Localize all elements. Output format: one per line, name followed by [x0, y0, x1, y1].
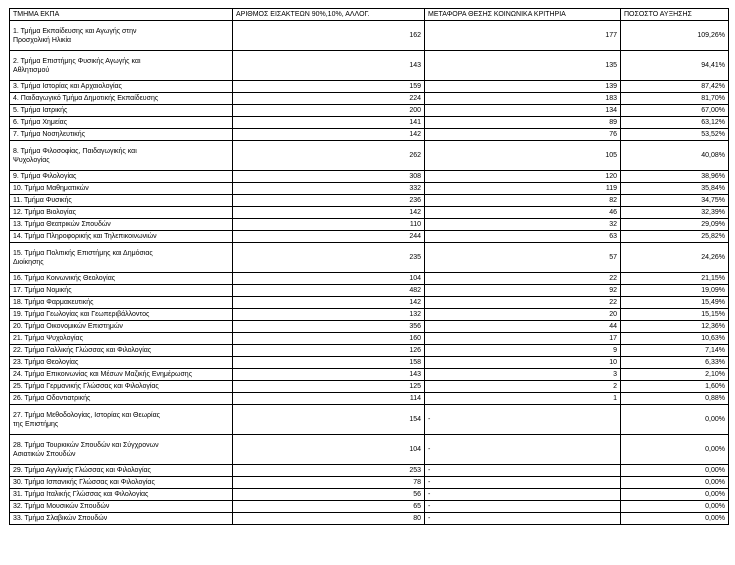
increase-cell[interactable]: 81,70% — [621, 93, 729, 105]
table-row — [10, 465, 729, 477]
department-cell[interactable] — [10, 309, 233, 321]
department-name: 5. Τμήμα Ιατρικής — [13, 107, 68, 114]
admitted-cell[interactable]: 125 — [233, 381, 425, 393]
increase-cell[interactable]: 40,08% — [621, 141, 729, 171]
department-cell[interactable] — [10, 117, 233, 129]
table-row — [10, 321, 729, 333]
admitted-cell[interactable]: 224 — [233, 93, 425, 105]
transfer-cell[interactable]: - — [425, 501, 621, 513]
department-name: 6. Τμήμα Χημείας — [13, 119, 68, 126]
increase-cell[interactable]: 15,49% — [621, 297, 729, 309]
table-row — [10, 219, 729, 231]
increase-cell[interactable]: 29,09% — [621, 219, 729, 231]
table-row — [10, 285, 729, 297]
department-cell[interactable] — [10, 21, 233, 51]
table-row — [10, 273, 729, 285]
admitted-cell[interactable]: 110 — [233, 219, 425, 231]
department-name: 14. Τμήμα Πληροφορικής και Τηλεπικοινωνιών — [13, 233, 157, 240]
department-cell[interactable] — [10, 405, 233, 435]
department-name: 16. Τμήμα Κοινωνικής Θεολογίας — [13, 275, 116, 282]
table-row — [10, 231, 729, 243]
increase-cell[interactable]: 35,84% — [621, 183, 729, 195]
admitted-cell[interactable]: 104 — [233, 273, 425, 285]
spreadsheet — [9, 8, 729, 525]
department-cell[interactable] — [10, 105, 233, 117]
admitted-cell[interactable]: 126 — [233, 345, 425, 357]
department-name: 10. Τμήμα Μαθηματικών — [13, 185, 89, 192]
admitted-cell[interactable]: 356 — [233, 321, 425, 333]
table-row — [10, 489, 729, 501]
admitted-cell[interactable]: 154 — [233, 405, 425, 435]
increase-cell[interactable]: 94,41% — [621, 51, 729, 81]
increase-cell[interactable]: 1,60% — [621, 381, 729, 393]
department-name: 2. Τμήμα Επιστήμης Φυσικής Αγωγής και Αθλητισμού — [13, 57, 141, 74]
department-name: 23. Τμήμα Θεολογίας — [13, 359, 79, 366]
department-name: 12. Τμήμα Βιολογίας — [13, 209, 77, 216]
transfer-cell[interactable]: 76 — [425, 129, 621, 141]
table-row — [10, 129, 729, 141]
department-cell[interactable] — [10, 477, 233, 489]
department-cell[interactable] — [10, 297, 233, 309]
table-row — [10, 405, 729, 435]
increase-cell[interactable]: 10,63% — [621, 333, 729, 345]
transfer-cell[interactable]: 120 — [425, 171, 621, 183]
department-cell[interactable] — [10, 195, 233, 207]
transfer-cell[interactable]: 3 — [425, 369, 621, 381]
department-cell[interactable] — [10, 219, 233, 231]
department-cell[interactable] — [10, 171, 233, 183]
department-name: 19. Τμήμα Γεωλογίας και Γεωπεριβάλλοντος — [13, 311, 150, 318]
increase-cell[interactable]: 32,39% — [621, 207, 729, 219]
table-row — [10, 381, 729, 393]
department-cell[interactable] — [10, 465, 233, 477]
transfer-cell[interactable]: - — [425, 405, 621, 435]
department-cell[interactable] — [10, 489, 233, 501]
department-name: 13. Τμήμα Θεατρικών Σπουδών — [13, 221, 111, 228]
admitted-cell[interactable]: 132 — [233, 309, 425, 321]
department-cell[interactable] — [10, 243, 233, 273]
increase-cell[interactable]: 34,75% — [621, 195, 729, 207]
admitted-cell[interactable]: 236 — [233, 195, 425, 207]
table-row — [10, 435, 729, 465]
table-row — [10, 357, 729, 369]
department-cell[interactable] — [10, 393, 233, 405]
admitted-cell[interactable]: 142 — [233, 129, 425, 141]
department-cell[interactable] — [10, 381, 233, 393]
transfer-cell[interactable]: - — [425, 489, 621, 501]
department-name: 30. Τμήμα Ισπανικής Γλώσσας και Φιλολογίας — [13, 479, 155, 486]
transfer-cell[interactable]: 32 — [425, 219, 621, 231]
department-cell[interactable] — [10, 357, 233, 369]
admitted-cell[interactable]: 159 — [233, 81, 425, 93]
department-name: 11. Τμήμα Φυσικής — [13, 197, 72, 204]
department-name: 4. Παιδαγωγικό Τμήμα Δημοτικής Εκπαίδευσης — [13, 95, 159, 102]
table-row — [10, 393, 729, 405]
header-transfer[interactable]: ΜΕΤΑΦΟΡΑ ΘΕΣΗΣ ΚΟΙΝΩΝΙΚΑ ΚΡΙΤΗΡΙΑ — [425, 9, 621, 21]
transfer-cell[interactable]: 20 — [425, 309, 621, 321]
department-name: 8. Τμήμα Φιλοσοφίας, Παιδαγωγικής και Ψυχολογίας — [13, 147, 137, 164]
table-row — [10, 243, 729, 273]
header-row — [10, 9, 729, 21]
increase-cell[interactable]: 15,15% — [621, 309, 729, 321]
admissions-table — [9, 8, 729, 525]
table-body — [10, 21, 729, 525]
transfer-cell[interactable]: 9 — [425, 345, 621, 357]
department-name: 22. Τμήμα Γαλλικής Γλώσσας και Φιλολογίας — [13, 347, 152, 354]
table-row — [10, 501, 729, 513]
admitted-cell[interactable]: 235 — [233, 243, 425, 273]
table-row — [10, 333, 729, 345]
increase-cell[interactable]: 24,26% — [621, 243, 729, 273]
transfer-cell[interactable]: 135 — [425, 51, 621, 81]
increase-cell[interactable]: 38,96% — [621, 171, 729, 183]
department-cell[interactable] — [10, 93, 233, 105]
department-name: 24. Τμήμα Επικοινωνίας και Μέσων Μαζικής Ενημέρωσης — [13, 371, 193, 378]
department-name: 17. Τμήμα Νομικής — [13, 287, 72, 294]
table-row — [10, 93, 729, 105]
admitted-cell[interactable]: 80 — [233, 513, 425, 525]
department-name: 28. Τμήμα Τουρκικών Σπουδών και Σύγχρονων Ασιατικών Σπουδών — [13, 441, 159, 458]
increase-cell[interactable]: 0,88% — [621, 393, 729, 405]
increase-cell[interactable]: 0,00% — [621, 435, 729, 465]
increase-cell[interactable]: 0,00% — [621, 477, 729, 489]
admitted-cell[interactable]: 78 — [233, 477, 425, 489]
transfer-cell[interactable]: 183 — [425, 93, 621, 105]
department-name: 33. Τμήμα Σλαβικών Σπουδών — [13, 515, 108, 522]
admitted-cell[interactable]: 104 — [233, 435, 425, 465]
table-row — [10, 297, 729, 309]
admitted-cell[interactable]: 142 — [233, 297, 425, 309]
transfer-cell[interactable]: 22 — [425, 297, 621, 309]
department-cell[interactable] — [10, 207, 233, 219]
header-department[interactable]: ΤΜΗΜΑ ΕΚΠΑ — [10, 9, 233, 21]
table-row — [10, 183, 729, 195]
table-row — [10, 513, 729, 525]
transfer-cell[interactable]: 44 — [425, 321, 621, 333]
admitted-cell[interactable]: 114 — [233, 393, 425, 405]
admitted-cell[interactable]: 262 — [233, 141, 425, 171]
department-name: 1. Τμήμα Εκπαίδευσης και Αγωγής στην Προσχολική Ηλικία — [13, 27, 137, 44]
transfer-cell[interactable]: 89 — [425, 117, 621, 129]
table-row — [10, 345, 729, 357]
department-cell[interactable] — [10, 273, 233, 285]
admitted-cell[interactable]: 143 — [233, 369, 425, 381]
table-row — [10, 477, 729, 489]
admitted-cell[interactable]: 142 — [233, 207, 425, 219]
department-name: 25. Τμήμα Γερμανικής Γλώσσας και Φιλολογίας — [13, 383, 159, 390]
transfer-cell[interactable]: 57 — [425, 243, 621, 273]
department-name: 27. Τμήμα Μεθοδολογίας, Ιστορίας και Θεωρίας της Επιστήμης — [13, 411, 160, 428]
department-cell[interactable] — [10, 345, 233, 357]
table-row — [10, 81, 729, 93]
department-cell[interactable] — [10, 141, 233, 171]
increase-cell[interactable]: 7,14% — [621, 345, 729, 357]
transfer-cell[interactable]: 177 — [425, 21, 621, 51]
department-name: 26. Τμήμα Οδοντιατρικής — [13, 395, 91, 402]
department-name: 29. Τμήμα Αγγλικής Γλώσσας και Φιλολογίας — [13, 467, 151, 474]
department-name: 7. Τμήμα Νοσηλευτικής — [13, 131, 86, 138]
admitted-cell[interactable]: 160 — [233, 333, 425, 345]
admitted-cell[interactable]: 253 — [233, 465, 425, 477]
table-row — [10, 195, 729, 207]
admitted-cell[interactable]: 56 — [233, 489, 425, 501]
department-cell[interactable] — [10, 369, 233, 381]
increase-cell[interactable]: 12,36% — [621, 321, 729, 333]
department-cell[interactable] — [10, 183, 233, 195]
transfer-cell[interactable]: 134 — [425, 105, 621, 117]
admitted-cell[interactable]: 244 — [233, 231, 425, 243]
header-increase[interactable]: ΠΟΣΟΣΤΟ ΑΥΞΗΣΗΣ — [621, 9, 729, 21]
table-row — [10, 117, 729, 129]
transfer-cell[interactable]: 119 — [425, 183, 621, 195]
increase-cell[interactable]: 0,00% — [621, 501, 729, 513]
department-name: 3. Τμήμα Ιστορίας και Αρχαιολογίας — [13, 83, 122, 90]
increase-cell[interactable]: 0,00% — [621, 465, 729, 477]
table-row — [10, 207, 729, 219]
admitted-cell[interactable]: 158 — [233, 357, 425, 369]
transfer-cell[interactable]: 82 — [425, 195, 621, 207]
admitted-cell[interactable]: 308 — [233, 171, 425, 183]
department-name: 15. Τμήμα Πολιτικής Επιστήμης και Δημόσιας Διοίκησης — [13, 249, 153, 266]
department-name: 9. Τμήμα Φιλολογίας — [13, 173, 77, 180]
admitted-cell[interactable]: 162 — [233, 21, 425, 51]
increase-cell[interactable]: 0,00% — [621, 405, 729, 435]
department-cell[interactable] — [10, 51, 233, 81]
table-row — [10, 21, 729, 51]
transfer-cell[interactable]: 139 — [425, 81, 621, 93]
admitted-cell[interactable]: 482 — [233, 285, 425, 297]
transfer-cell[interactable]: 92 — [425, 285, 621, 297]
department-name: 32. Τμήμα Μουσικών Σπουδών — [13, 503, 110, 510]
transfer-cell[interactable]: - — [425, 465, 621, 477]
department-cell[interactable] — [10, 435, 233, 465]
department-name: 31. Τμήμα Ιταλικής Γλώσσας και Φιλολογίας — [13, 491, 149, 498]
increase-cell[interactable]: 2,10% — [621, 369, 729, 381]
department-cell[interactable] — [10, 129, 233, 141]
header-admitted[interactable]: ΑΡΙΘΜΟΣ ΕΙΣΑΚΤΕΩΝ 90%,10%, ΑΛΛΟΓ. — [233, 9, 425, 21]
transfer-cell[interactable]: 10 — [425, 357, 621, 369]
department-cell[interactable] — [10, 321, 233, 333]
department-name: 21. Τμήμα Ψυχολογίας — [13, 335, 83, 342]
admitted-cell[interactable]: 332 — [233, 183, 425, 195]
admitted-cell[interactable]: 65 — [233, 501, 425, 513]
table-row — [10, 105, 729, 117]
department-name: 20. Τμήμα Οικονομικών Επιστημών — [13, 323, 123, 330]
increase-cell[interactable]: 0,00% — [621, 513, 729, 525]
transfer-cell[interactable]: 2 — [425, 381, 621, 393]
increase-cell[interactable]: 19,09% — [621, 285, 729, 297]
transfer-cell[interactable]: - — [425, 513, 621, 525]
transfer-cell[interactable]: 46 — [425, 207, 621, 219]
department-cell[interactable] — [10, 513, 233, 525]
department-name: 18. Τμήμα Φαρμακευτικής — [13, 299, 94, 306]
transfer-cell[interactable]: - — [425, 435, 621, 465]
increase-cell[interactable]: 109,26% — [621, 21, 729, 51]
transfer-cell[interactable]: 63 — [425, 231, 621, 243]
increase-cell[interactable]: 53,52% — [621, 129, 729, 141]
table-row — [10, 171, 729, 183]
department-cell[interactable] — [10, 333, 233, 345]
transfer-cell[interactable]: 17 — [425, 333, 621, 345]
table-row — [10, 141, 729, 171]
table-row — [10, 369, 729, 381]
increase-cell[interactable]: 63,12% — [621, 117, 729, 129]
transfer-cell[interactable]: 22 — [425, 273, 621, 285]
transfer-cell[interactable]: - — [425, 477, 621, 489]
transfer-cell[interactable]: 1 — [425, 393, 621, 405]
transfer-cell[interactable]: 105 — [425, 141, 621, 171]
department-cell[interactable] — [10, 501, 233, 513]
department-cell[interactable] — [10, 81, 233, 93]
admitted-cell[interactable]: 200 — [233, 105, 425, 117]
increase-cell[interactable]: 0,00% — [621, 489, 729, 501]
increase-cell[interactable]: 87,42% — [621, 81, 729, 93]
table-row — [10, 309, 729, 321]
table-row — [10, 51, 729, 81]
increase-cell[interactable]: 67,00% — [621, 105, 729, 117]
increase-cell[interactable]: 6,33% — [621, 357, 729, 369]
increase-cell[interactable]: 21,15% — [621, 273, 729, 285]
increase-cell[interactable]: 25,82% — [621, 231, 729, 243]
admitted-cell[interactable]: 143 — [233, 51, 425, 81]
department-cell[interactable] — [10, 231, 233, 243]
department-cell[interactable] — [10, 285, 233, 297]
admitted-cell[interactable]: 141 — [233, 117, 425, 129]
